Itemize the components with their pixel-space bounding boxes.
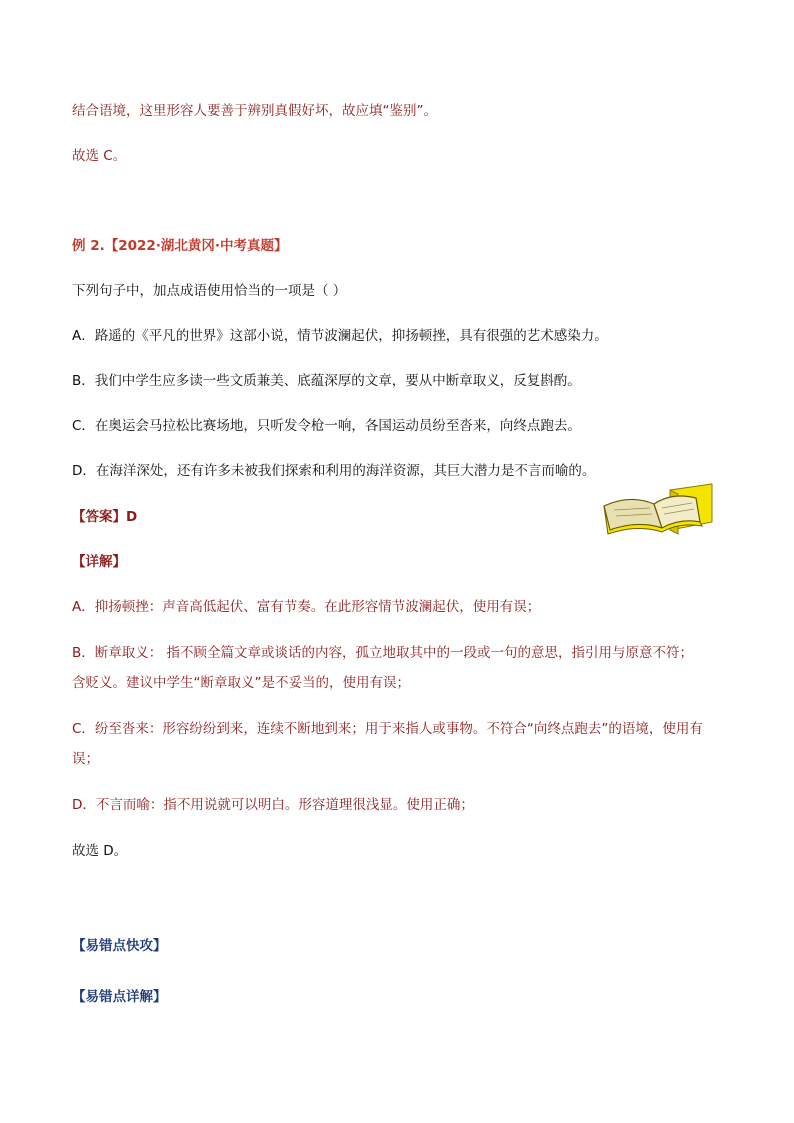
option-a: A．路遥的《平凡的世界》这部小说，情节波澜起伏，抑扬顿挫，具有很强的艺术感染力。 bbox=[72, 328, 608, 344]
answer-label: 【答案】D bbox=[72, 509, 138, 525]
section-quick-heading: 【易错点快攻】 bbox=[72, 938, 167, 954]
explain-b-line2: 含贬义。建议中学生“断章取义”是不妥当的，使用有误； bbox=[72, 675, 410, 691]
intro-conclusion: 故选 C。 bbox=[72, 148, 127, 164]
option-b: B．我们中学生应多读一些文质兼美、底蕴深厚的文章，要从中断章取义，反复斟酌。 bbox=[72, 373, 581, 389]
explain-heading: 【详解】 bbox=[72, 554, 126, 570]
option-c: C．在奥运会马拉松比赛场地，只听发令枪一响，各国运动员纷至沓来，向终点跑去。 bbox=[72, 418, 581, 434]
final-conclusion: 故选 D。 bbox=[72, 843, 128, 859]
intro-text-1: 结合语境，这里形容人要善于辨别真假好坏，故应填“鉴别”。 bbox=[72, 103, 437, 119]
example-title: 例 2.【2022·湖北黄冈·中考真题】 bbox=[72, 238, 288, 254]
explain-c-line1: C．纷至沓来：形容纷纷到来，连续不断地到来；用于来指人或事物。不符合“向终点跑去”的语境，使用有 bbox=[72, 721, 703, 737]
explain-b-line1: B．断章取义： 指不顾全篇文章或谈话的内容，孤立地取其中的一段或一句的意思，指引用与原意不符； bbox=[72, 645, 694, 661]
section-detail-heading: 【易错点详解】 bbox=[72, 989, 167, 1005]
open-book-icon bbox=[600, 480, 716, 540]
option-d: D．在海洋深处，还有许多未被我们探索和利用的海洋资源，其巨大潜力是不言而喻的。 bbox=[72, 463, 596, 479]
explain-c-line2: 误； bbox=[72, 751, 99, 767]
question-text: 下列句子中，加点成语使用恰当的一项是（ ） bbox=[72, 283, 347, 299]
explain-d: D．不言而喻：指不用说就可以明白。形容道理很浅显。使用正确； bbox=[72, 797, 474, 813]
explain-a: A．抑扬顿挫：声音高低起伏、富有节奏。在此形容情节波澜起伏，使用有误； bbox=[72, 599, 541, 615]
